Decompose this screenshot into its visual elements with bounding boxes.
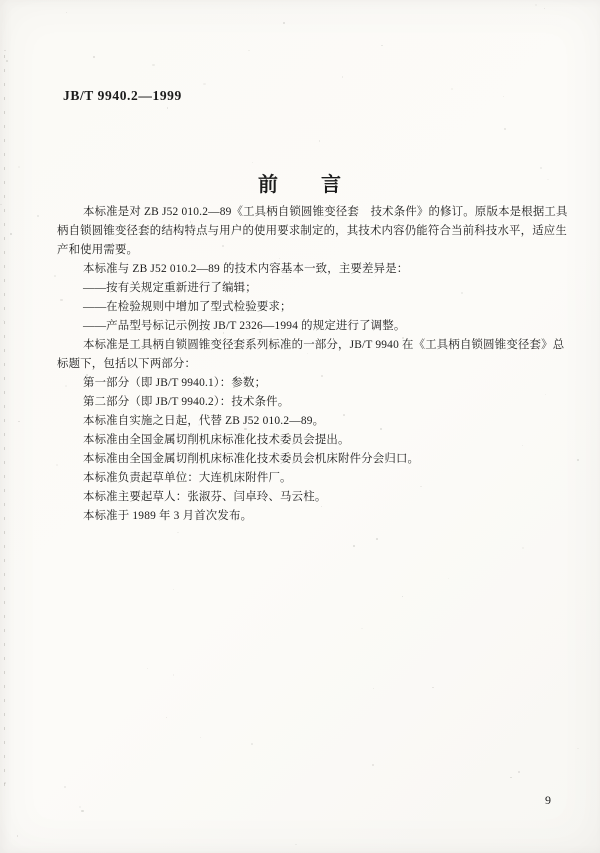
- text-line: 本标准自实施之日起，代替 ZB J52 010.2—89。: [83, 415, 325, 427]
- text-line: 本标准由全国金属切削机床标准化技术委员会机床附件分会归口。: [83, 453, 420, 465]
- text-line: ——按有关规定重新进行了编辑；: [83, 282, 257, 294]
- page-number: 9: [545, 793, 551, 807]
- text-line: ——在检验规则中增加了型式检验要求；: [83, 301, 292, 313]
- text-line: 柄自锁圆锥变径套的结构特点与用户的使用要求制定的，其技术内容仍能符合当前科技水平，适应生: [57, 225, 567, 237]
- text-line: 第一部分（即 JB/T 9940.1）：参数；: [83, 377, 267, 389]
- doc-number: JB/T 9940.2—1999: [63, 88, 182, 103]
- text-line: 本标准负责起草单位：大连机床附件厂。: [83, 472, 292, 484]
- scan-edge-artifact: [4, 55, 5, 793]
- text-line: 第二部分（即 JB/T 9940.2）：技术条件。: [83, 396, 290, 408]
- body-text: [57, 203, 568, 526]
- text-line: 本标准由全国金属切削机床标准化技术委员会提出。: [83, 434, 350, 446]
- text-line: 标题下，包括以下两部分：: [57, 358, 197, 370]
- text-line: 本标准与 ZB J52 010.2—89 的技术内容基本一致，主要差异是：: [83, 263, 409, 275]
- text-line: 本标准是对 ZB J52 010.2—89《工具柄自锁圆锥变径套 技术条件》的修订。原版本是根据工具: [83, 206, 568, 218]
- text-line: 本标准于 1989 年 3 月首次发布。: [83, 510, 253, 522]
- page-title: 前 言: [258, 174, 342, 196]
- text-line: 产和使用需要。: [57, 244, 139, 256]
- text-line: ——产品型号标记示例按 JB/T 2326—1994 的规定进行了调整。: [83, 320, 406, 332]
- text-line: 本标准主要起草人：张淑芬、闫卓玲、马云柱。: [83, 491, 327, 503]
- text-line: 本标准是工具柄自锁圆锥变径套系列标准的一部分，JB/T 9940 在《工具柄自锁圆锥变径套》总: [83, 339, 565, 351]
